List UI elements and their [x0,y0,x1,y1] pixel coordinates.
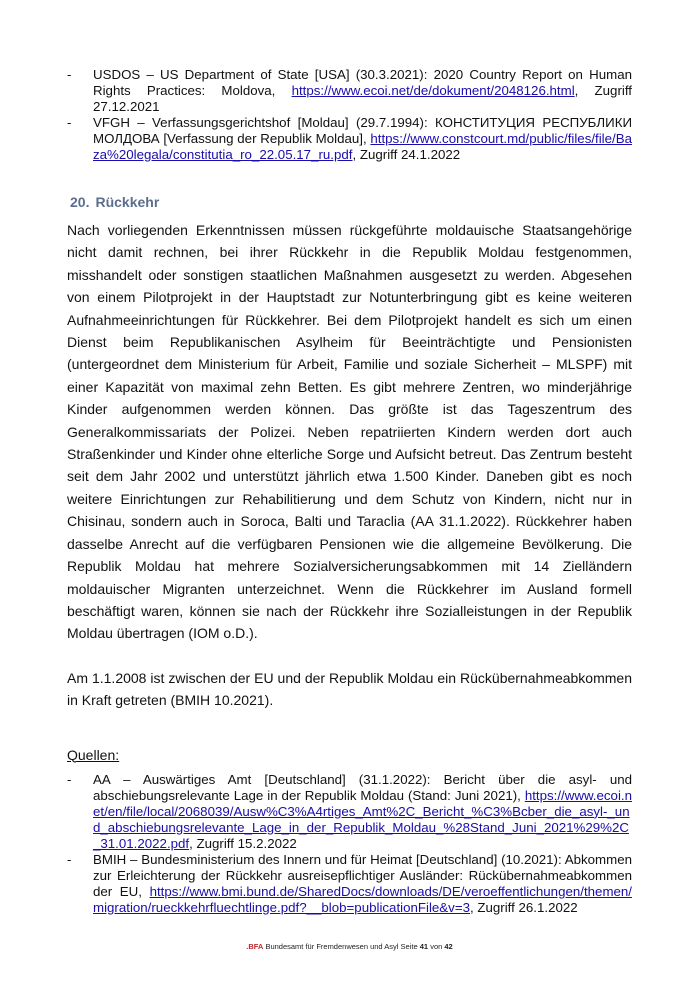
footer-org: Bundesamt für Fremdenwesen und Asyl [265,941,399,951]
reference-item [67,115,632,163]
section-number: 20. [70,194,90,210]
body-paragraph: Am 1.1.2008 ist zwischen der EU und der Republik Moldau ein Rückübernahmeabkommen in Kraft getreten (BMIH 10.2021). [67,669,632,709]
body-paragraph: Nach vorliegenden Erkenntnissen müssen rückgeführte moldauische Staatsangehörige nicht damit rechnen, bei ihrer Rückkehr in die Republik Moldau festgenommen, misshandelt oder sonstigen staatlichen Maßnahmen ausgesetzt zu werden. Abgesehen von einem Pilotprojekt in der Hauptstadt zur Notunterbringung gibt es keine weiteren Aufnahmeeinrichtungen für Rückkehrer. Bei dem Pilotprojekt handelt es sich um einen Dienst beim Republikanischen Asylheim für Beeinträchtigte und Pensionisten (untergeordnet dem Ministerium für Arbeit, Familie und soziale Sicherheit – MLSPF) mit einer Kapazität von maximal zehn Betten. Es gibt mehrere Zentren, wo minderjährige Kinder aufgenommen werden können. Das größte ist das Tageszentrum des Generalkommissariats der Polizei. Neben repatriierten Kindern werden dort auch Straßenkinder und Kinder ohne elterliche Sorge und Aufsicht betreut. Das Zentrum besteht seit dem Jahr 2002 und unterstützt jährlich etwa 1.500 Kinder. Daneben gibt es noch weitere Einrichtungen zur Rehabilitierung und dem Schutz von Kindern, nicht nur in Chisinau, sondern auch in Soroca, Balti und Taraclia (AA 31.1.2022). Rückkehrer haben dasselbe Anrecht auf die verfügbaren Pensionen wie die allgemeine Bevölkerung. Die Republik Moldau hat mehrere Sozialversicherungsabkommen mit 14 Zielländern moldauischer Migranten unterzeichnet. Wenn die Rückkehrer im Ausland formell beschäftigt waren, können sie nach der Rückkehr ihre Sozialleistungen in der Republik Moldau übertragen (IOM o.D.). [67,222,632,642]
reference-link[interactable]: https://www.ecoi.net/en/file/local/2068039/Ausw%C3%A4rtiges_Amt%2C_Bericht_%C3%Bcber_die_asyl-_und_abschiebungsrelevante_Lage_in_der_Republik_Moldau_%28Stand_Juni_2021%29%2C_31.01.2022.pdf [93,787,632,851]
reference-text: VFGH – Verfassungsgerichtshof [Moldau] (29.7.1994): КОНСТИТУЦИЯ РЕСПУБЛИКИ МОЛДОВА [Verfassung der Republik Moldau], [93,115,632,146]
footer-page-word: Seite [400,941,418,951]
reference-link[interactable]: https://www.constcourt.md/public/files/file/Baza%20legala/constitutia_ro_22.05.17_ru.pdf [93,131,632,162]
reference-access-date: , Zugriff 24.1.2022 [352,147,461,162]
list-dash: - [67,115,72,130]
reference-access-date: , Zugriff 27.12.2021 [93,83,632,114]
reference-item [67,67,632,115]
reference-text: USDOS – US Department of State [USA] (30.3.2021): 2020 Country Report on Human Rights Practices: Moldova, [93,67,632,98]
sources-label: Quellen: [67,746,120,763]
reference-access-date: , Zugriff 15.2.2022 [189,835,297,851]
page-total: 42 [444,941,453,951]
list-dash: - [67,771,72,787]
reference-list-bottom [67,772,632,916]
list-dash: - [67,67,72,82]
reference-item [67,852,632,916]
page-number: 41 [419,941,429,951]
reference-item [67,772,632,852]
reference-text: AA – Auswärtiges Amt [Deutschland] (31.1.2022): Bericht über die asyl- und abschiebungsrelevante Lage in der Republik Moldau (Stand: Juni 2021), [93,771,632,803]
reference-list-top [67,67,632,163]
footer-of-word: von [430,941,443,951]
reference-link[interactable]: https://www.bmi.bund.de/SharedDocs/downloads/DE/veroeffentlichungen/themen/migration/rueckkehrfluechtlinge.pdf?__blob=publicationFile&v=3 [93,883,632,915]
page-footer [67,942,632,952]
reference-link[interactable]: https://www.ecoi.net/de/dokument/2048126.html [291,83,575,98]
reference-text: BMIH – Bundesministerium des Innern und für Heimat [Deutschland] (10.2021): Abkommen zur Erleichterung der Rückkehr ausreisepflichtiger Ausländer: Rückübernahmeabkommen der EU, [93,851,632,899]
list-dash: - [67,851,72,867]
reference-access-date: , Zugriff 26.1.2022 [469,899,578,915]
section-heading [70,193,632,211]
bfa-logo: .BFA [246,941,264,951]
section-title: Rückkehr [95,194,160,210]
